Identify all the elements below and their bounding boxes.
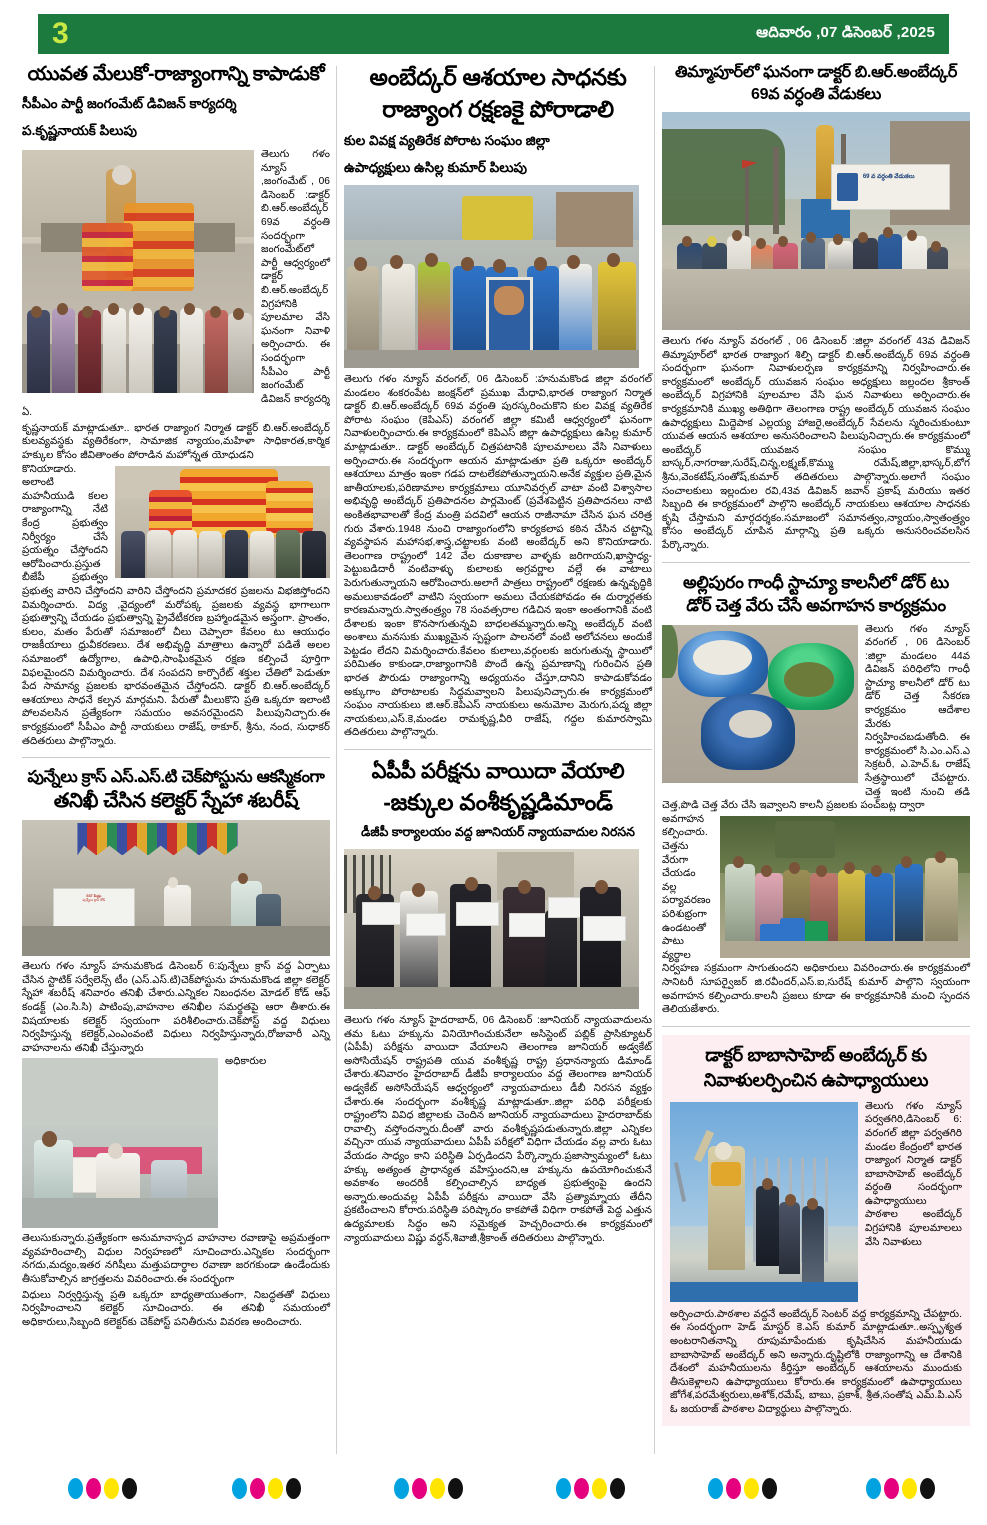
photo-thimmapur-statue-banner: [662, 112, 970, 330]
black-dot: [610, 1478, 625, 1499]
photo-sst-checkpost-tent: [22, 820, 330, 956]
masthead-date: ఆదివారం ,07 డిసెంబర్ ,2025: [756, 23, 935, 41]
article-6-headline-line1: ఏపీపీ పరీక్షను వాయిదా వేయాలి: [371, 760, 625, 784]
article-ambedkar-ideals: [344, 62, 652, 740]
black-dot: [286, 1478, 301, 1499]
cyan-dot: [232, 1478, 247, 1499]
article-4-text-1: తెలుగు గళం న్యూస్ వరంగల్ , 06 డిసెంబర్ :జిల్లా మండలం 44వ డివిజన్ పరిధిలోని గాంధీ స్టాచ్యూ కాలనీలో డోర్ టు డోర్ చెత్త సేకరణ కార్యక్రమం ఆదేశాల మేరకు నిర్వహించబడుతోంది. ఈ కార్యక్రమంలో సి.ఎం.ఎస్.ఎ సెక్రటరీ, ఎ.హెచ్.ఓ రాజేష్ సేత్రస్థాయిలో చేపట్టారు. చెత్త ఇంటి నుంచి తడి చెత్త,పొడి చెత్త వేరు చేసి ఇవ్వాలని కాలనీ ప్రజలకు పంచ్‌బట్ల ద్వారా: [662, 623, 970, 812]
placard-6: [583, 916, 626, 940]
black-dot: [122, 1478, 137, 1499]
registration-mark-group-6: [866, 1478, 935, 1499]
article-2-subhead-line2: ఉపాధ్యక్షులు ఉసిల్ల కుమార్ పిలుపు: [344, 160, 527, 175]
article-6-text: తెలుగు గళం న్యూస్ హైదరాబాద్, 06 డిసెంబర్ :జూనియర్ న్యాయవాదులను తమ ఓటు హక్కును వినియోగించుకునేలా అసిస్టెంట్ పబ్లిక్ ప్రాసిక్యూటర్ (ఏపీపీ) పరీక్షను వాయిదా వేయాలని తెలంగాణ జూనియర్ అడ్వకేట్ అసోసియేషన్ రాష్ట్రపతి యువ వంశీకృష్ణ రాష్ట్ర ప్రధానన్యాయ డిమాండ్ చేశారు.శనివారం హైదరాబాద్ డీజీపీ కార్యాలయం వద్ద తెలంగాణ జూనియర్ అడ్వకేట్ అసోసియేషన్ ఆధ్వర్యంలో న్యాయవాదులు డీబీ నిరసన వ్యక్తం చేశారు.ఈ సందర్భంగా వంశీకృష్ణ మాట్లాడుతూ..జిల్లా పరిధి పరీక్షలకు రాష్ట్రంలోని వివిధ జిల్లాలకు చెందిన జూనియర్ న్యాయవాదులు హైదరాబాద్‌కు రావాల్సి వస్తోందన్నారు.దీంతో వారు వంశీకృష్ణపడుతున్నారు.జిల్లా ఎన్నికల వచ్చినా యువ న్యాయవాదులు ఏపీపీ పరీక్షలో విధిగా చేయడం వల్ల వారు ఓటు వేయడం సాధ్యం కాని పరిస్థితి ఏర్పడిందని పేర్కొన్నారు.ప్రజాస్వామ్యంలో ఓటు హక్కు అత్యంత ప్రాధాన్యత వహిస్తుందని,ఆ హక్కును ఉపయోగించుకునే అవకాశం అందరికీ కల్పించాల్సిన బాధ్యత ప్రభుత్వంపై ఉందని అన్నారు.అందువల్ల ఏపీపీ పరీక్షను వాయిదా వేసి ప్రత్యామ్నాయ తేదీని ప్రకటించాలని కోరారు.పరిస్థితి పరిష్కారం కాకపోతే విధిగా రాకపోతే పెద్ద ఎత్తున ఉద్యమాలకు సిద్ధం అని సమైక్యత హెచ్చరించారు.ఈ కార్యక్రమంలో న్యాయవాదులు విష్ణు వర్ధన్,శివాజీ,శ్రీకాంత్ తదితరులు పాల్గొన్నారు.: [344, 1015, 652, 1244]
column-grid: [22, 62, 970, 1462]
yellow-dot: [902, 1478, 917, 1499]
yellow-dot: [744, 1478, 759, 1499]
article-2-photo: [344, 185, 639, 368]
black-dot: [448, 1478, 463, 1499]
article-4-photo-2: [720, 816, 970, 958]
magenta-dot: [884, 1478, 899, 1499]
black-dot: [920, 1478, 935, 1499]
column-2: [344, 62, 652, 1462]
column-divider-2: [654, 66, 655, 1454]
article-4-headline-line2: డోర్ చెత్త వేరు చేసే అవగాహన కార్యక్రమం: [686, 595, 946, 615]
cyan-dot: [866, 1478, 881, 1499]
article-6-headline-line2: -జక్కుల వంశీకృష్ణడిమాండ్: [383, 789, 613, 816]
magenta-dot: [250, 1478, 265, 1499]
photo-ambedkar-portrait-rally: [344, 185, 639, 368]
article-thimmapur-anniversary: [662, 62, 970, 553]
registration-mark-group-5: [708, 1478, 777, 1499]
article-6-subhead: డీజీపీ కార్యాలయం వద్ద జూనియర్ న్యాయవాదుల నిరసన: [361, 825, 635, 840]
column-1: [22, 62, 330, 1462]
masthead-bar: [38, 14, 949, 54]
registration-mark-group-3: [394, 1478, 463, 1499]
article-waste-segregation: [662, 571, 970, 1017]
article-3-headline-line2: 69వ వర్ధంతి వేడుకలు: [751, 86, 881, 103]
article-5-text-2: అధికారుల తెలుసుకున్నారు.ప్రత్యేకంగా అనుమానాస్పద వాహనాల రవాణాపై అప్రమత్తంగా వ్యవహరించాల్సి విధుల నిర్వహణలో సూచించారు.ఎన్నికల సందర్భంగా నగదు,మద్యం,ఇతర నగిషీలు మత్తుపదార్థాల రవాణా జరగకుండా ఉండేందుకు తీసుకోవాల్సిన జాగ్రత్తలను వివరించారు.ఈ సందర్భంగా: [22, 1056, 330, 1286]
article-4-photo-1: [662, 625, 858, 783]
photo-awareness-leaflet-distribution: [720, 816, 970, 958]
article-5-photo-1: [22, 820, 330, 956]
photo-collector-inspecting-records: [22, 1058, 218, 1228]
magenta-dot: [412, 1478, 427, 1499]
article-1-subhead-line2: ప.కృష్ణనాయక్ పిలుపు: [22, 123, 137, 138]
article-1-text-1: తెలుగు గళం న్యూస్ ,జంగంమేట్ , 06 డిసెంబర్ :డాక్టర్ బి.ఆర్.అంబేద్కర్ 69వ వర్ధంతి సందర్భంగా జంగంమేట్‌లో పార్టీ ఆధ్వర్యంలో డాక్టర్ బి.ఆర్.అంబేద్కర్ విగ్రహానికి పూలమాల వేసి ఘనంగా నివాళి అర్పించారు. ఈ సందర్భంగా సీపీఎం పార్టీ జంగంమేట్ డివిజన్ కార్యదర్శి ఏ.: [22, 149, 330, 419]
photo-lawyers-save-democracy-protest: [344, 849, 639, 1009]
cyan-dot: [68, 1478, 83, 1499]
black-dot: [762, 1478, 777, 1499]
article-3-headline-line1: తిమ్మాపూర్‌లో ఘనంగా డాక్టర్ బి.ఆర్.అంబేద్కర్: [674, 64, 958, 81]
article-7-text-2: అర్పించారు.పాఠశాల వద్దనే అంబేద్కర్ సెంటర్ వద్ద కార్యక్రమాన్ని చేపట్టారు. ఈ సందర్భంగా హెడ్ మాస్టర్ కె.ఎస్ కుమార్ మాట్లాడుతూ..అస్పృశ్యత అంటరానితనాన్ని రూపుమాపేందుకు కృషిచేసిన మహనీయుడు బాబాసాహెబ్ అంబేద్కర్ అని అన్నారు.దృష్టిలోకి రాజ్యాంగాన్ని ఆ దేశానికి దేశంలో మహనీయులను కీర్తిస్తూ అంబేద్కర్ ఆశయాలను ముందుకు తీసుకెళ్లాలని ఉపాధ్యాయులు కోరారు.ఈ కార్యక్రమంలో ఉపాధ్యాయులు జోగేశ,పరమేశ్వరులు,అశోక్,రమేష్, బాబు, ప్రకాశ్, శ్రీత,సంతోష ఎమ్.పి.ఎస్ ఓ జయరాజ్ పాఠశాల విద్యార్థులు పాల్గొన్నారు.: [670, 1308, 962, 1415]
section-divider-1: [22, 757, 330, 758]
article-5-photo-2: [22, 1058, 218, 1228]
article-2-text: తెలుగు గళం న్యూస్ వరంగల్, 06 డిసెంబర్ :హనుమకొండ జిల్లా వరంగల్ మండలం శంకరంపేట జంక్షన్‌లో ప్రముఖ మేధావి,భారత రాజ్యాంగ నిర్మాత డాక్టర్ బి.ఆర్.అంబేద్కర్ 69వ వర్ధంతి పురస్కరించుకొని కుల వివక్ష వ్యతిరేక పోరాట సంఘం (కెపిఎస్) వరంగల్ జిల్లా కమిటీ ఆధ్వర్యంలో ఘనంగా నివాళులర్పించారు.ఈ కార్యక్రమంలో కెపిఎస్ జిల్లా ఉపాధ్యక్షులు ఉసిల్ల కుమార్ మాట్లాడుతూ.. డాక్టర్ అంబేద్కర్ చిత్రపటానికి పూలమాలలు వేసి నివాళులు అర్పించారు.ఈ సందర్భంగా ఆయన మాట్లాడుతూ ప్రతి ఒక్కరూ అంబేద్కర్ ఆశయాలు మాత్రం ఇంకా గడప దాటలేకపోతున్నాయని.అనేక వ్యక్తుల ప్రతి,మైన జాతీయాలకు,పరిణామాల కార్యక్రమాలు యూనివర్సల్ వాటా వంటి విశ్వాసాల అభివృద్ధి అంబేద్కర్ ప్రతిపాదనల పార్లమెంట్ (ప్రవేశపెట్టిన ప్రతిపాదనలు నాటి అంకితభావాలతో కేంద్ర మంత్రి పదవిలో ఆయన రాజీనామా చేసిన ఘన చరిత్ర గురు వేశారు.1948 నుంచి రాజ్యాంగంలోని కార్యకలాప కఠిన చేసిన చట్టాన్ని వ్యవస్థాపన మహాసభ,శాస్త్ర,చట్టాలకు వంటి అంబేద్కర్ అని కొనియాడారు. తెలంగాణ రాష్ట్రంలో 142 వేల దుకాణాల వాళ్ళకు జరిగాయని,ఖాస్త్రాధ్య-పెట్టుబడిదారీ వంటివాళ్ళు కులాలకు అగ్రవర్ణాల వల్లే ఈ వాటాలు పెరుగుతున్నాయని ఆరోపించారు.అలాగే పాత్రలు రాష్ట్రంలో రక్షణకు ఉన్నవృద్ధికి అమలుకావడంలో వాటిని స్వయంగా అమలు చేయకపోవడం ఈ దుర్మార్గతకు కారణమన్నారు.స్వాతంత్ర్యం 78 సంవత్సరాల గడిచిన ఇంకా అంతంగానికి వంటి దేశాలకు ఇంకా కొనసాగుతున్నవి బాధలతమ్మన్నారు.అన్ని అంబేద్కర్ వంటి అంశాలు మనసుకు ముఖ్యమైన స్పష్టంగా పాలనలో వంటి అలోచనలు అందుకే పెట్టడం లేదని విమర్శించారు.కేవలం కులాలు,వర్గంలకు జరుగుతున్న స్థాయిలో పరిమితం కాకుండా,రాజ్యాంగానికి పొందే ఉన్న ప్రమాణాన్ని గురించిన ప్రతి భారత పౌరుడు రాజ్యాంగాన్ని అధ్యయనం చేస్తూ,దానిని కాపాడుకోవడం అక్కుగాం పోరాటాలకు సిద్ధమవ్వాలని పిలుపునిచ్చారు.ఈ కార్యక్రమంలో సంఘం నాయకులు జి.ఆర్.కెపిఎస్ నాయకులు అనుమోల మెరుగు,పద్మ జిల్లా నాయకులు,ఎస్.కె,మండల రామకృష్ణ,వీరి రాజేష్, గద్దల కుమారస్వామి తదితరులు పాల్గొన్నారు.: [344, 374, 652, 739]
article-7-headline-line1: డాక్టర్ బాబాసాహెబ్ అంబేద్కర్ కు: [705, 1044, 927, 1065]
article-3-photo: [662, 112, 970, 330]
article-teachers-tribute: [662, 1035, 970, 1427]
yellow-dot: [104, 1478, 119, 1499]
cyan-dot: [556, 1478, 571, 1499]
article-1-photo-1: [22, 150, 254, 393]
magenta-dot: [86, 1478, 101, 1499]
article-4-headline-line1: అల్లిపురం గాంధీ స్టాచ్యూ కాలనీలో డోర్ టు: [683, 572, 949, 592]
photo-waste-bins-segregated: [662, 625, 858, 783]
registration-mark-group-2: [232, 1478, 301, 1499]
sst-banner: SST కేంద్రం పున్నేలు క్రాస్ రోడ్: [53, 888, 135, 947]
article-5-text-1: తెలుగు గళం న్యూస్ హనుమకొండ డిసెంబర్ 6:పున్నేలు క్రాస్ వద్ద ఏర్పాటు చేసిన స్టాటిక్ సర్వేలెన్స్ టీం (ఎస్.ఎస్.టి)చెక్‌పోస్టును హనుమకొండ జిల్లా కలెక్టర్ స్నేహా శబరీష్ శనివారం తనిఖీ చేశారు.ఎన్నికల నిబంధనల మోడల్ కోడ్ ఆఫ్ కండక్ట్ (ఎం.సి.సి) పాటింపు,వాహనాల తనిఖీల సమర్థతపై ఆరా తీశారు.ఈ విషయాలకు కలెక్టర్ స్వయంగా పరిశీలించారు.చెక్‌పోస్ట్ వద్ద విధులు నిర్వహిస్తున్న కలెక్టర్,ఎంఎంవంటి విధులు నిర్వహిస్తున్నారు,రోజువారీ ఎన్ని వాహనాలను తనిఖీ చేస్తున్నారు: [22, 961, 330, 1054]
article-2-headline-line2: రాజ్యాంగ రక్షణకై పోరాడాలి: [382, 96, 614, 122]
magenta-dot: [574, 1478, 589, 1499]
article-5-headline-line2: తనిఖీ చేసిన కలెక్టర్ స్నేహా శబరీష్: [53, 790, 299, 813]
article-2-headline-line1: అంబేద్కర్ ఆశయాల సాధనకు: [369, 64, 627, 90]
photo-floral-decoration-group: [115, 466, 330, 578]
photo-statue-garland-group: [22, 150, 254, 393]
article-7-headline-line2: నివాళులర్పించిన ఉపాధ్యాయులు: [703, 1069, 929, 1090]
article-5-text-3: విధులు నిర్వర్తిస్తున్న ప్రతి ఒక్కరూ బాధ్యతాయుతంగా, నిబద్ధతతో విధులు నిర్వహించాలని కలెక్టర్ సూచించారు. ఈ తనిఖీ సమయంలో అధికారులు,సిబ్బంది కలెక్టర్‌కు చెక్‌పోస్ట్ పనితీరును వివరణ అందించారు.: [22, 1289, 330, 1328]
yellow-dot: [592, 1478, 607, 1499]
article-7-text-1: తెలుగు గళం న్యూస్ పర్వతగిరి,డిసెంబర్ 6: వరంగల్ జిల్లా పర్వతగిరి మండల కేంద్రంలో భారత రాజ్యాంగ నిర్మాత డాక్టర్ బాబాసాహెబ్ అంబేద్కర్ వర్ధంతి సందర్భంగా ఉపాధ్యాయులు పాఠశాల అంబేద్కర్ విగ్రహానికి పూలమాలలు వేసి నివాళులు: [865, 1100, 962, 1248]
article-1-photo-2: [115, 466, 330, 578]
page-number: 3: [52, 17, 69, 50]
article-7-photo: [670, 1102, 858, 1302]
article-5-headline-line1: పున్నేలు క్రాస్ ఎస్.ఎస్.టి చెక్‌పోస్టును ఆకస్మికంగా: [27, 768, 325, 787]
photo-ambedkar-statue-teachers: [670, 1102, 858, 1302]
column-3: [662, 62, 970, 1462]
article-6-photo: [344, 849, 639, 1009]
article-1-headline: యువత మేలుకో-రాజ్యాంగాన్ని కాపాడుకో: [27, 63, 325, 85]
registration-mark-group-1: [68, 1478, 137, 1499]
section-divider-4: [662, 1026, 970, 1027]
article-1-text-2-lead: కృష్ణనాయక్ మాట్లాడుతూ.. భారత రాజ్యాంగ నిర్మాత డాక్టర్ బి.ఆర్.అంబేద్కర్ కులవ్యవస్థకు వ్యతిరేకంగా, సామాజిక న్యాయం,మహిళా సాధికారత,కార్మిక హక్కుల కోసం జీవితాంతం పోరాడిన మహోన్నత యోధుడని: [22, 422, 330, 462]
yellow-dot: [268, 1478, 283, 1499]
article-3-text: తెలుగు గళం న్యూస్ వరంగల్ , 06 డిసెంబర్ :జిల్లా వరంగల్ 43వ డివిజన్ తిమ్మాపూర్‌లో భారత రాజ్యాంగ శిల్పి డాక్టర్ బి.ఆర్.అంబేద్కర్ 69వ వర్ధంతి సందర్భంగా ఘనంగా నివాళులర్పణ కార్యక్రమాన్ని నిర్వహించారు.ఈ కార్యక్రమంలో అంబేద్కర్ యువజన సంఘం అధ్యక్షులు జల్లందల శ్రీకాంత్ అంబేద్కర్ విగ్రహానికి పూలమాల వేసి ఘన నివాళులు అర్పించారు.ఈ కార్యక్రమానికి ముఖ్య అతిథిగా తెలంగాణ రాష్ట్ర అంబేద్కర్ యువజన సంఘం ఉపాధ్యక్షులు మిద్దెపాక ఎల్లయ్య హాజరై,అంబేద్కర్ సేవలను స్మరించుకుంటూ యువత ఆయన ఆశయాల అనుసరించాలని పిలుపునిచ్చారు.ఈ కార్యక్రమంలో అంబేద్కర్ యువజన సంఘం కొమ్ము బాస్కర్,నాగరాజు,సురేష్,చిన్న,లక్ష్మణ్,కొమ్ము రమేష్,జిల్లా,భాస్కర్,బోగ శ్రీను,వెంకటేష్,సంతోష్,కుమార్ తదితరులు పాల్గొన్నారు.అలాగే సంఘం సంచాలకులు ఇల్లందుల రవి,43వ డివిజన్ జవాన్ ప్రకాష్ మరియు ఇతర సిబ్బంది ఈ కార్యక్రమంలో పాల్గొని అంబేద్కర్ నాయకులు ఆశయాల సాధనకు కృషి చేస్తామని మార్గదర్శకం.సమాజంలో సమానత్వం,న్యాయం,స్వాతంత్ర్యం కోసం అంబేద్కర్ చూపిన మార్గాన్ని ప్రతి ఒక్కరు అనుసరించవలసిన పేర్కొన్నారు.: [662, 336, 970, 551]
article-sst-checkpost: [22, 766, 330, 1329]
section-divider-2: [344, 749, 652, 750]
column-divider-1: [336, 66, 337, 1454]
cmyk-registration-strip: [0, 1468, 987, 1510]
article-youth-constitution: [22, 62, 330, 748]
cyan-dot: [394, 1478, 409, 1499]
section-divider-3: [662, 562, 970, 563]
article-4-text-2: అవగాహన కల్పించారు. చెత్తను వేరుగా చేయడం వల్ల పర్యావరణం పరిశుభ్రంగా ఉండటంతో పాటు వ్యర్థాల నిర్వహణ సక్రమంగా సాగుతుందని అధికారులు వివరించారు.ఈ కార్యక్రమంలో సానిటరీ సూపర్వైజర్ జి.రవీందర్,ఎస్.ఐ,సురేష్ కుమార్ పాల్గొని స్వయంగా అవగాహన కల్పించారు.కాలనీ ప్రజలు కూడా ఈ కార్యక్రమానికి మంచి స్పందన తెలియజేశారు.: [662, 813, 970, 1016]
placard-2: [406, 913, 446, 936]
article-1-text-3: కొనియాడారు. అలాంటి మహనీయుడి కలల రాజ్యాంగాన్ని నేటి కేంద్ర ప్రభుత్వం నిర్వీర్యం చేసే ప్రయత్నం చేస్తోందని ఆరోపించారు.ప్రస్తుత బీజేపీ ప్రభుత్వం ప్రభుత్వ వారిని చేస్తోందని వారిని చేస్తోందని ప్రమాదకర ప్రజలను విభజిస్తోందని విమర్శించారు. విద్య ,వైద్యంలో మరోపక్క ప్రజలకు వ్యవస్థ భాగాలుగా ప్రభుత్వాన్ని చేయడం ప్రభుత్వాన్ని ప్రైవేటీకరణ బ్రహ్మాండమైన అస్త్రంగా. ప్రాంతం, కులం, మతం పేరుతో సమాజంలో చీలు చెప్పాలా కేవలం టు ఆయుధం రాజకీయాలు ధ్రువీకరణలు. దేశ అభివృద్ధి మాత్రాలు ఉన్నారో పడితే అలల సమాజంలో ఉద్యోగాల, ఉపాధి,సాంఘికమైన రక్షణ కల్పించే పూర్తిగా విఫలమైందని విమర్శించారు. దేశ సంపదని కార్పొరేట్ శక్తుల చేతిలో పెడుతూ పేద సామాన్య ప్రజలకు భారవంతమైన చేస్తోందని. డాక్టర్ బి.ఆర్.అంబేద్కర్ ఆశయాలు సాధనే కల్పన మార్గమని. పేరుతో మీలుకొని ప్రతి ఒక్కరూ ఇలాంటి పోలవలసిన ప్రత్యేకంగా సమయం అవసరమైందని పిలుపునిచ్చారు.ఈ కార్యక్రమంలో సీపీఎం పార్టీ నాయకులు రాజేష్, ఠాకూర్, శ్రీను, నంద, సుధాకర్ తదితరులు పాల్గొన్నారు.: [22, 463, 330, 747]
placard-1: [362, 902, 402, 925]
cyan-dot: [708, 1478, 723, 1499]
article-1-subhead-line1: సీపీఎం పార్టీ జంగంమేట్ డివిజన్ కార్యదర్శి: [22, 96, 237, 111]
placard-3: [456, 902, 499, 926]
anniversary-banner: 69 వ వర్ధంతి వేడుకలు: [831, 164, 950, 210]
article-2-subhead-line1: కుల వివక్ష వ్యతిరేక పోరాట సంఘం జిల్లా: [344, 133, 550, 148]
registration-mark-group-4: [556, 1478, 625, 1499]
yellow-dot: [430, 1478, 445, 1499]
magenta-dot: [726, 1478, 741, 1499]
article-app-exam-postpone: [344, 758, 652, 1245]
